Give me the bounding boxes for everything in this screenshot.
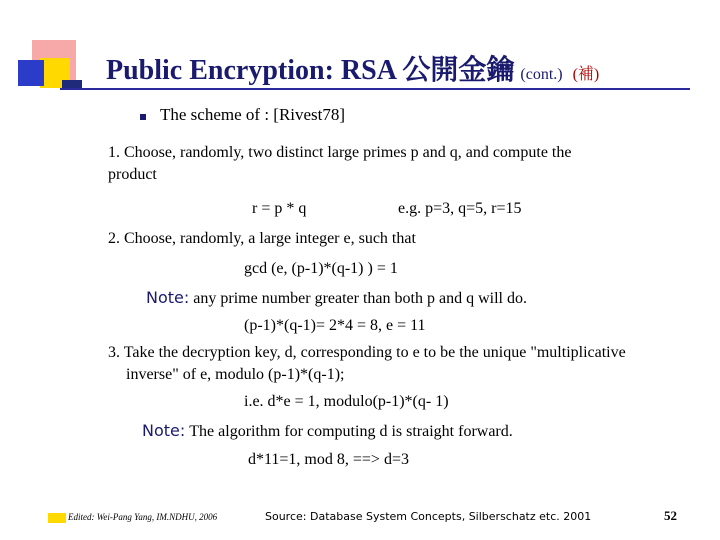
note1-label: Note:: [146, 288, 190, 307]
title-text: Public Encryption: RSA 公開金鑰: [106, 55, 515, 86]
decor-square-blue: [18, 60, 44, 86]
r-equation: r = p * q: [252, 200, 307, 217]
title-cont: (cont.): [520, 66, 563, 83]
bullet-square: [140, 114, 146, 120]
step1-line1: 1. Choose, randomly, two distinct large primes p and q, and compute the: [108, 144, 572, 161]
page-number: 52: [664, 508, 677, 523]
footer-source: Source: Database System Concepts, Silberschatz etc. 2001: [265, 510, 592, 523]
scheme-line: The scheme of : [Rivest78]: [160, 105, 346, 124]
decor-strip: [62, 80, 82, 88]
note2: [142, 421, 513, 441]
note1-text: any prime number greater than both p and q will do.: [193, 290, 527, 307]
title-cont-cn: (補): [572, 66, 600, 83]
calc-line2: d*11=1, mod 8, ==> d=3: [248, 451, 409, 468]
note2-text: The algorithm for computing d is straight forward.: [189, 423, 513, 440]
note2-label: Note:: [142, 421, 186, 440]
step2-line: 2. Choose, randomly, a large integer e, such that: [108, 230, 416, 247]
ie-line: i.e. d*e = 1, modulo(p-1)*(q- 1): [244, 393, 449, 410]
page-title: [106, 48, 599, 88]
footer-edited: [48, 512, 217, 523]
footer-yellow-mark: [48, 513, 66, 523]
title-underline: [60, 88, 690, 90]
step3-line1: 3. Take the decryption key, d, corresponding to e to be the unique "multiplicative: [108, 344, 626, 361]
note1: [146, 288, 527, 308]
footer-edited-text: Edited: Wei-Pang Yang, IM.NDHU, 2006: [68, 512, 218, 522]
step1-line2: product: [108, 166, 157, 183]
step3-line2: inverse" of e, modulo (p-1)*(q-1);: [126, 366, 345, 383]
example-values: e.g. p=3, q=5, r=15: [398, 200, 522, 217]
calc-line1: (p-1)*(q-1)= 2*4 = 8, e = 11: [244, 317, 426, 334]
gcd-condition: gcd (e, (p-1)*(q-1) ) = 1: [244, 260, 398, 277]
